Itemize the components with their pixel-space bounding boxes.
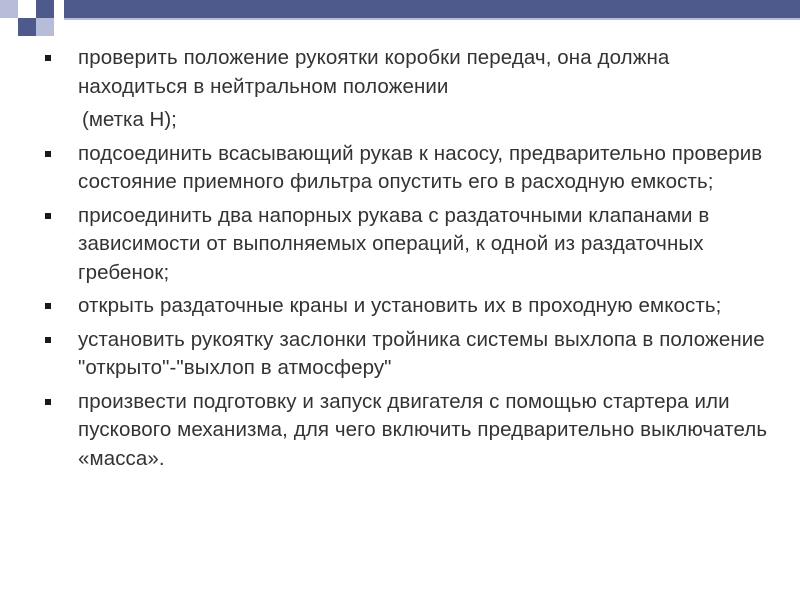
slide-header-decoration	[0, 0, 800, 36]
bullet-square-icon	[45, 337, 51, 343]
bullet-square-icon	[45, 399, 51, 405]
bullet-text: проверить положение рукоятки коробки передач, она должна находиться в нейтральном положении	[78, 46, 670, 98]
bullet-text: произвести подготовку и запуск двигателя с помощью стартера или пускового механизма, для чего включить предварительно выключатель «масса».	[78, 389, 768, 470]
bullet-text: подсоединить всасывающий рукав к насосу, предварительно проверив состояние приемного фильтра опустить его в расходную емкость;	[78, 141, 763, 193]
bullet-item-4	[42, 292, 782, 321]
slide-body	[42, 44, 782, 478]
header-squares-decoration	[0, 0, 64, 36]
bullet-square-icon	[45, 303, 51, 309]
bullet-square-icon	[45, 213, 51, 219]
decor-square-3	[36, 0, 54, 18]
header-band-line-light	[64, 18, 800, 20]
bullet-item-2	[42, 140, 782, 197]
bullet-continuation: (метка Н);	[82, 108, 177, 131]
bullet-item-6	[42, 388, 782, 474]
header-band-line	[64, 0, 800, 18]
decor-square-5	[18, 18, 36, 36]
bullet-square-icon	[45, 55, 51, 61]
bullet-text: установить рукоятку заслонки тройника системы выхлопа в положение "открыто"-"выхлоп в атмосферу"	[78, 327, 765, 379]
bullet-text: открыть раздаточные краны и установить их в проходную емкость;	[78, 294, 722, 317]
bullet-item-5	[42, 326, 782, 383]
decor-square-6	[36, 18, 54, 36]
bullet-item-1	[42, 44, 782, 101]
decor-square-4	[0, 18, 18, 36]
bullet-item-3	[42, 202, 782, 288]
decor-square-1	[0, 0, 18, 18]
decor-square-2	[18, 0, 36, 18]
bullet-square-icon	[45, 151, 51, 157]
bullet-text: присоединить два напорных рукава с раздаточными клапанами в зависимости от выполняемых операций, к одной из раздаточных гребенок;	[78, 203, 710, 284]
